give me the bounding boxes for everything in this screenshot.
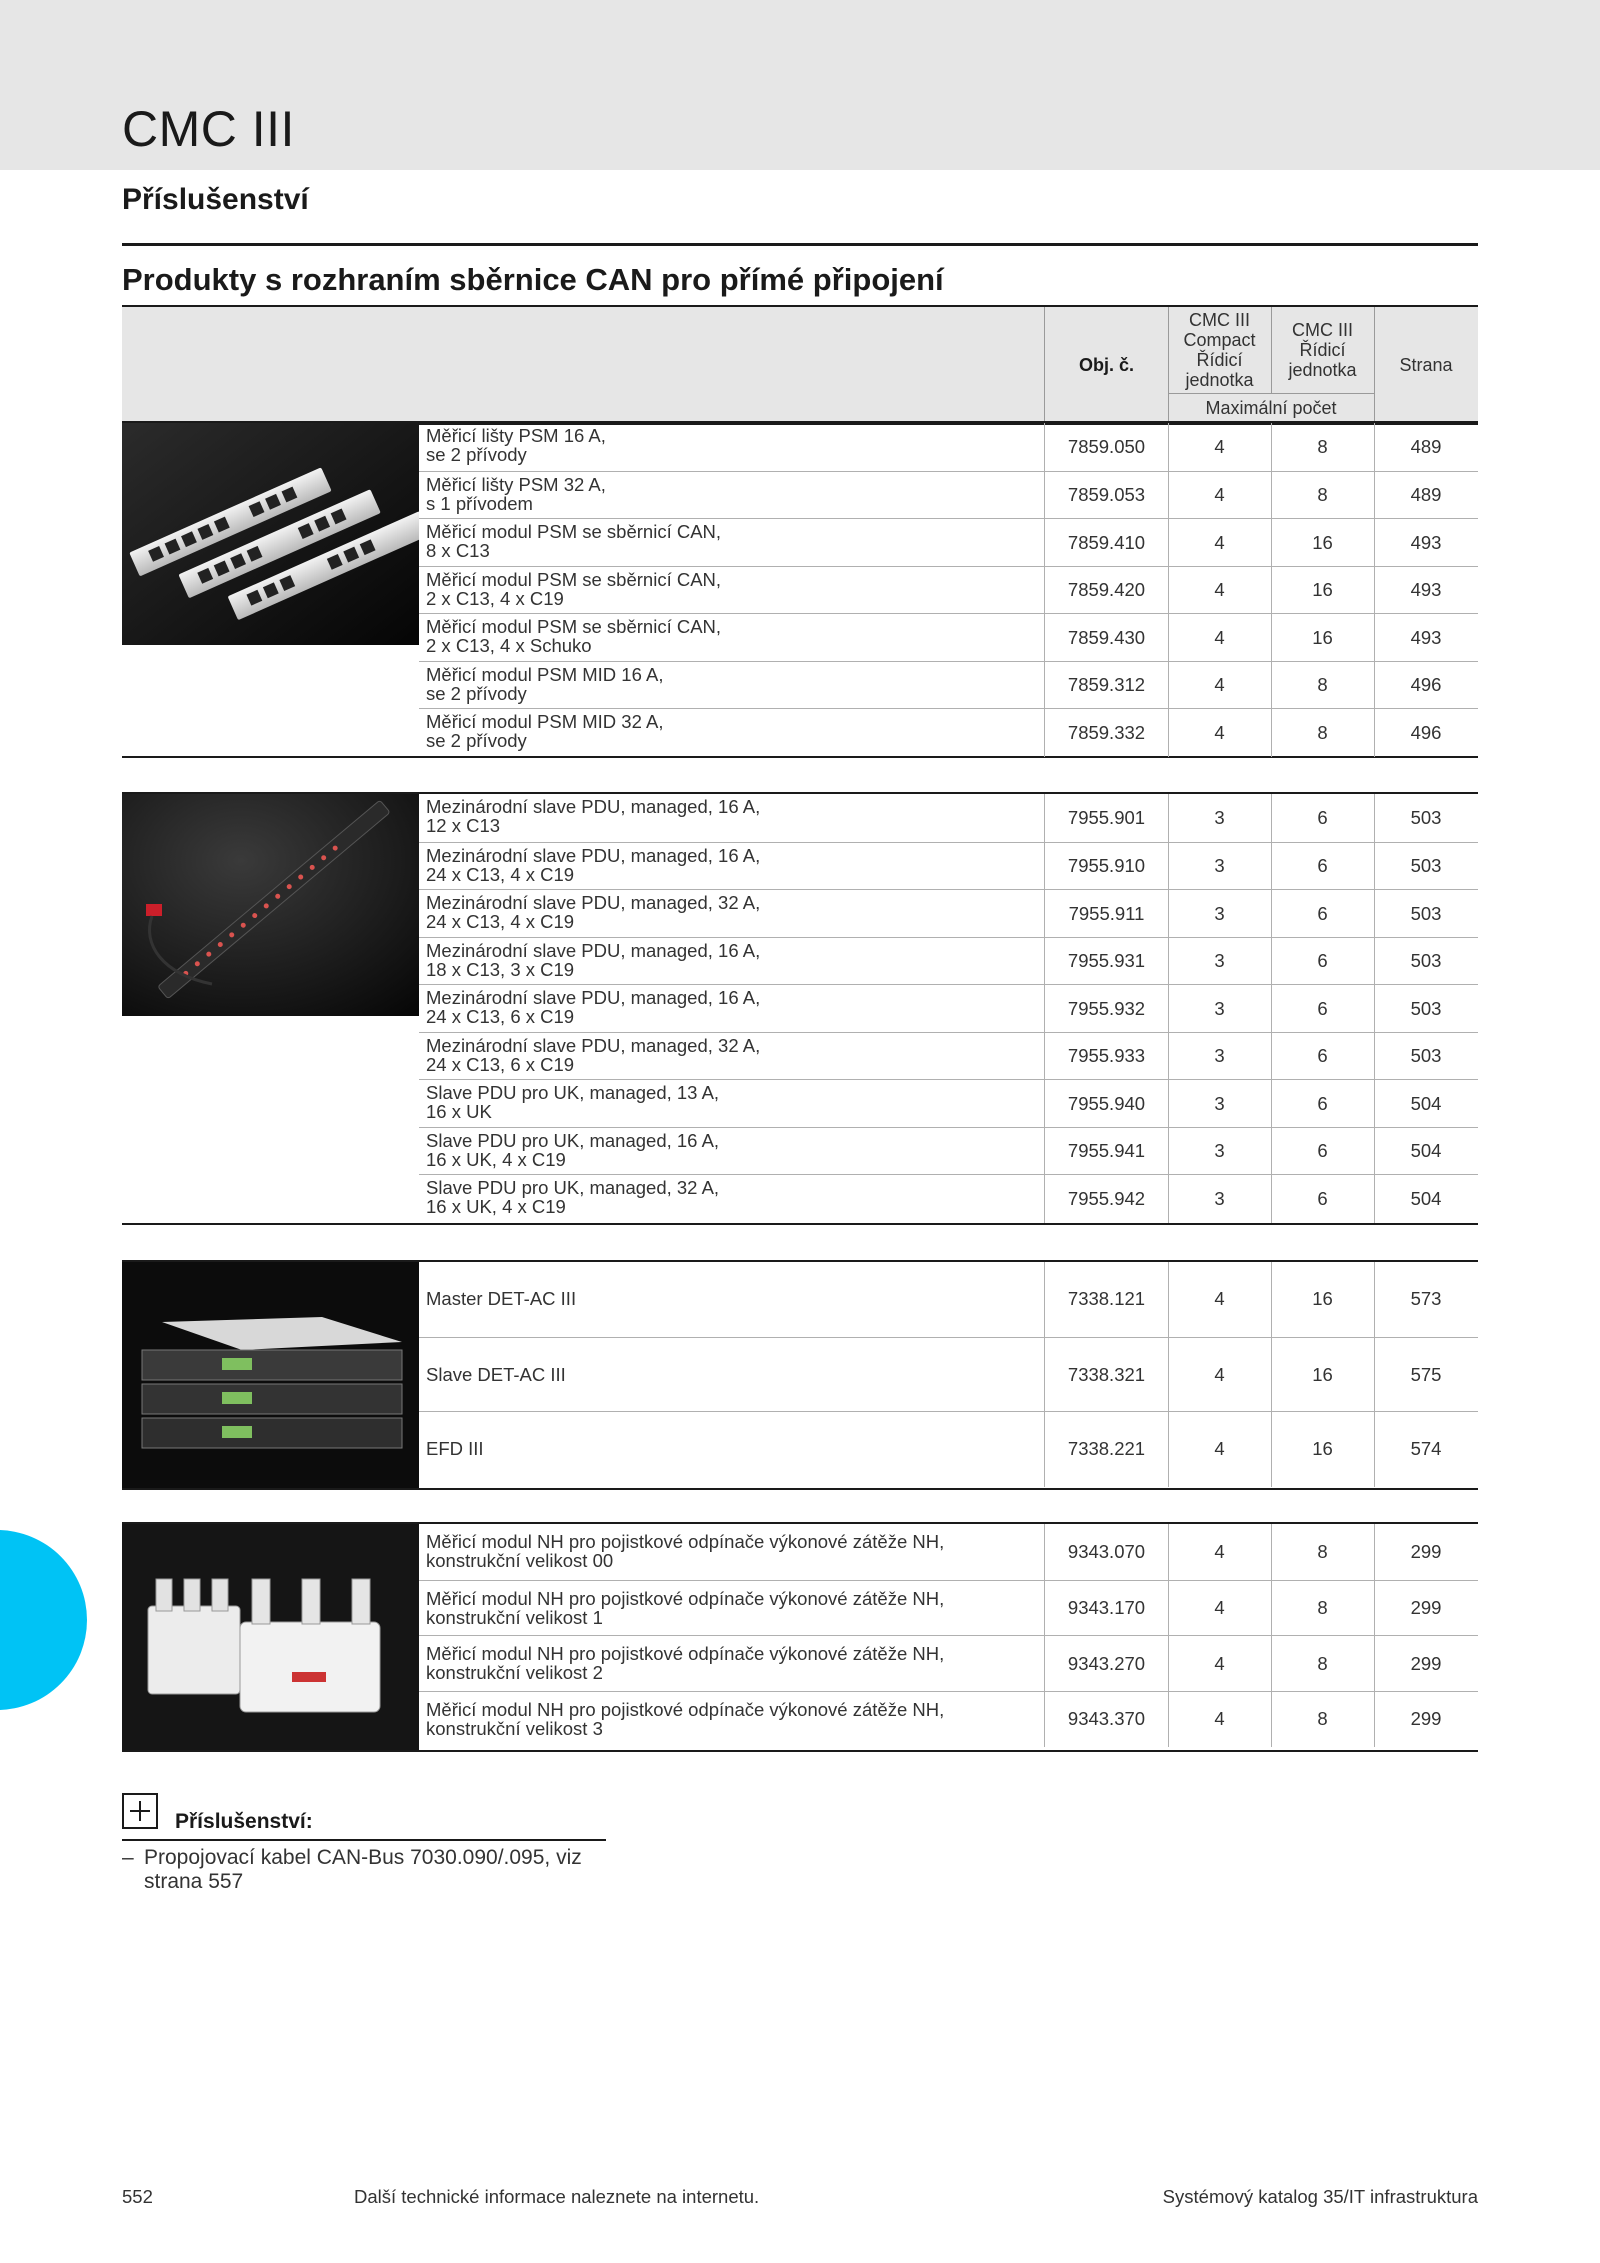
nh-measuring-module-photo: [122, 1524, 419, 1750]
cell-strana: 489: [1410, 484, 1442, 506]
cell-cmc: 6: [1317, 902, 1328, 924]
cell-compact: 3: [1214, 902, 1225, 924]
table-row: [419, 471, 1478, 520]
header-divider: [1271, 307, 1272, 393]
cell-compact: 4: [1214, 484, 1225, 506]
cell-cmc: 16: [1312, 1363, 1333, 1385]
cell-strana: 504: [1410, 1140, 1442, 1162]
cell-obj: 7859.312: [1067, 674, 1146, 696]
cell-obj: 7338.321: [1067, 1363, 1146, 1385]
product-group: [122, 421, 1478, 758]
cell-compact: 4: [1214, 721, 1225, 743]
table-row: [419, 518, 1478, 567]
table-row: [419, 937, 1478, 986]
cell-obj: 9343.170: [1067, 1597, 1146, 1619]
table-row: [419, 1127, 1478, 1176]
cell-cmc: 8: [1317, 1708, 1328, 1730]
cell-cmc: 6: [1317, 1092, 1328, 1114]
product-description: Měřicí modul NH pro pojistkové odpínače výkonové zátěže NH, konstrukční velikost 00: [426, 1531, 945, 1571]
product-description: Měřicí modul NH pro pojistkové odpínače výkonové zátěže NH, konstrukční velikost 2: [426, 1643, 945, 1683]
product-description: Měřicí modul PSM se sběrnicí CAN, 2 x C13, 4 x C19: [426, 568, 722, 609]
cell-strana: 573: [1410, 1288, 1442, 1310]
table-row: [419, 661, 1478, 710]
table-row: [419, 1691, 1478, 1748]
cell-obj: 9343.370: [1067, 1708, 1146, 1730]
slave-pdu-photo: [122, 794, 419, 1016]
table-row: [419, 1580, 1478, 1637]
product-description: Slave PDU pro UK, managed, 16 A, 16 x UK, 4 x C19: [426, 1129, 720, 1170]
cell-strana: 493: [1410, 579, 1442, 601]
header-divider: [1374, 307, 1375, 423]
cell-strana: 503: [1410, 1045, 1442, 1067]
page-title: CMC III: [122, 101, 295, 157]
cell-obj: 7859.053: [1067, 484, 1146, 506]
cell-strana: 496: [1410, 721, 1442, 743]
cell-compact: 4: [1214, 1288, 1225, 1310]
subtitle-rule: [122, 243, 1478, 246]
cell-cmc: 6: [1317, 950, 1328, 972]
product-description: EFD III: [426, 1438, 484, 1459]
header-cmc: CMC III Řídicí jednotka: [1288, 320, 1357, 380]
cell-obj: 7955.932: [1067, 997, 1146, 1019]
cell-compact: 4: [1214, 1597, 1225, 1619]
table-row: [419, 566, 1478, 615]
product-description: Mezinárodní slave PDU, managed, 16 A, 12 x C13: [426, 796, 761, 836]
cell-obj: 7955.933: [1067, 1045, 1146, 1067]
table-row: [419, 708, 1478, 757]
cell-cmc: 8: [1317, 721, 1328, 743]
cell-cmc: 16: [1312, 1438, 1333, 1460]
product-group: [122, 792, 1478, 1225]
page-number: 552: [122, 2186, 153, 2207]
footer-note: Další technické informace naleznete na internetu.: [354, 2186, 760, 2207]
cell-compact: 3: [1214, 950, 1225, 972]
cell-strana: 503: [1410, 997, 1442, 1019]
plus-icon: [122, 1793, 158, 1829]
table-row: [419, 1524, 1478, 1580]
table-row: [419, 1174, 1478, 1223]
cell-compact: 3: [1214, 1187, 1225, 1209]
header-compact: CMC III Compact Řídicí jednotka: [1183, 310, 1256, 390]
accessories-text: Propojovací kabel CAN-Bus 7030.090/.095, viz strana 557: [144, 1846, 582, 1893]
cell-obj: 7955.911: [1068, 902, 1145, 924]
cell-cmc: 6: [1317, 1187, 1328, 1209]
cell-obj: 7955.941: [1067, 1140, 1146, 1162]
cell-compact: 3: [1214, 806, 1225, 828]
product-description: Mezinárodní slave PDU, managed, 32 A, 24 x C13, 4 x C19: [426, 892, 761, 932]
cell-strana: 299: [1410, 1652, 1442, 1674]
table-row: [419, 1337, 1478, 1413]
product-description: Měřicí modul NH pro pojistkové odpínače výkonové zátěže NH, konstrukční velikost 1: [426, 1587, 945, 1628]
table-row: [419, 1032, 1478, 1081]
cell-compact: 4: [1214, 1652, 1225, 1674]
cell-strana: 496: [1410, 674, 1442, 696]
cell-compact: 3: [1214, 1092, 1225, 1114]
cell-obj: 7338.121: [1067, 1288, 1146, 1310]
cell-strana: 504: [1410, 1092, 1442, 1114]
product-description: Měřicí modul NH pro pojistkové odpínače výkonové zátěže NH, konstrukční velikost 3: [426, 1698, 945, 1739]
accessories-title: Příslušenství:: [175, 1810, 313, 1833]
product-description: Měřicí lišty PSM 16 A, se 2 přívody: [426, 425, 606, 465]
product-description: Mezinárodní slave PDU, managed, 32 A, 24 x C13, 6 x C19: [426, 1034, 761, 1075]
table-header: [122, 305, 1478, 425]
cell-compact: 4: [1214, 1363, 1225, 1385]
cell-obj: 7955.931: [1067, 950, 1146, 972]
cell-obj: 7859.050: [1067, 435, 1146, 457]
product-description: Měřicí modul PSM MID 16 A, se 2 přívody: [426, 663, 664, 704]
cell-strana: 299: [1410, 1540, 1442, 1562]
cell-compact: 3: [1214, 855, 1225, 877]
cell-strana: 503: [1410, 855, 1442, 877]
cell-cmc: 16: [1312, 579, 1333, 601]
cell-compact: 3: [1214, 997, 1225, 1019]
cell-cmc: 8: [1317, 1652, 1328, 1674]
product-description: Mezinárodní slave PDU, managed, 16 A, 24 x C13, 6 x C19: [426, 987, 761, 1027]
cell-cmc: 6: [1317, 855, 1328, 877]
header-divider: [1044, 307, 1045, 423]
section-title: Produkty s rozhraním sběrnice CAN pro přímé připojení: [122, 262, 944, 297]
cell-obj: 7955.942: [1067, 1187, 1146, 1209]
cell-cmc: 6: [1317, 1045, 1328, 1067]
cell-obj: 7859.430: [1067, 626, 1146, 648]
table-row: [419, 794, 1478, 842]
product-description: Měřicí modul PSM se sběrnicí CAN, 2 x C13, 4 x Schuko: [426, 616, 722, 656]
product-description: Mezinárodní slave PDU, managed, 16 A, 18 x C13, 3 x C19: [426, 939, 761, 980]
product-group: [122, 1522, 1478, 1752]
cell-strana: 504: [1410, 1187, 1442, 1209]
table-row: [419, 1635, 1478, 1692]
cell-strana: 503: [1410, 902, 1442, 924]
cell-compact: 4: [1214, 1540, 1225, 1562]
product-description: Mezinárodní slave PDU, managed, 16 A, 24 x C13, 4 x C19: [426, 844, 761, 885]
cell-strana: 299: [1410, 1708, 1442, 1730]
header-divider: [1168, 307, 1169, 423]
cell-compact: 4: [1214, 579, 1225, 601]
cell-strana: 574: [1410, 1438, 1442, 1460]
cell-obj: 7955.940: [1067, 1092, 1146, 1114]
cell-cmc: 8: [1317, 484, 1328, 506]
product-description: Slave DET-AC III: [426, 1363, 566, 1385]
cell-obj: 7859.410: [1067, 531, 1146, 553]
table-row: [419, 423, 1478, 471]
cell-cmc: 8: [1317, 435, 1328, 457]
product-description: Slave PDU pro UK, managed, 13 A, 16 x UK: [426, 1082, 720, 1122]
table-row: [419, 984, 1478, 1033]
cell-cmc: 6: [1317, 806, 1328, 828]
cell-compact: 3: [1214, 1045, 1225, 1067]
table-row: [419, 842, 1478, 891]
header-obj: Obj. č.: [1078, 355, 1134, 375]
table-row: [419, 613, 1478, 662]
product-description: Slave PDU pro UK, managed, 32 A, 16 x UK, 4 x C19: [426, 1177, 720, 1217]
header-max: Maximální počet: [1205, 398, 1337, 418]
cell-obj: 7955.910: [1067, 855, 1146, 877]
cell-strana: 503: [1410, 806, 1442, 828]
cell-obj: 7338.221: [1067, 1438, 1146, 1460]
cell-obj: 7859.332: [1067, 721, 1146, 743]
cell-compact: 4: [1214, 626, 1225, 648]
cell-compact: 4: [1214, 1438, 1225, 1460]
table-row: [419, 1411, 1478, 1487]
cell-strana: 493: [1410, 626, 1442, 648]
table-row: [419, 1079, 1478, 1128]
cell-obj: 9343.070: [1067, 1540, 1146, 1562]
cell-cmc: 8: [1317, 674, 1328, 696]
cell-strana: 503: [1410, 950, 1442, 972]
header-divider: [1168, 393, 1374, 394]
det-ac-units-photo: [122, 1262, 419, 1488]
accessories-rule: [122, 1839, 606, 1841]
product-group: [122, 1260, 1478, 1490]
cell-strana: 575: [1410, 1363, 1442, 1385]
cell-cmc: 16: [1312, 1288, 1333, 1310]
product-description: Měřicí modul PSM MID 32 A, se 2 přívody: [426, 711, 664, 751]
cell-strana: 489: [1410, 435, 1442, 457]
table-row: [419, 1262, 1478, 1337]
cell-compact: 3: [1214, 1140, 1225, 1162]
product-description: Měřicí lišty PSM 32 A, s 1 přívodem: [426, 473, 606, 514]
product-description: Měřicí modul PSM se sběrnicí CAN, 8 x C13: [426, 521, 722, 561]
cell-compact: 4: [1214, 674, 1225, 696]
cell-obj: 7955.901: [1067, 806, 1146, 828]
cell-cmc: 8: [1317, 1597, 1328, 1619]
cell-compact: 4: [1214, 435, 1225, 457]
cell-obj: 7859.420: [1067, 579, 1146, 601]
cell-cmc: 16: [1312, 531, 1333, 553]
accessories-dash: –: [122, 1846, 134, 1869]
footer-catalog: Systémový katalog 35/IT infrastruktura: [1162, 2186, 1478, 2207]
psm-power-strips-photo: [122, 423, 419, 645]
accent-circle: [0, 1530, 87, 1710]
header-strana: Strana: [1399, 355, 1453, 375]
cell-cmc: 8: [1317, 1540, 1328, 1562]
product-description: Master DET-AC III: [426, 1288, 577, 1309]
cell-cmc: 6: [1317, 1140, 1328, 1162]
table-row: [419, 889, 1478, 938]
cell-strana: 493: [1410, 531, 1442, 553]
cell-strana: 299: [1410, 1597, 1442, 1619]
cell-compact: 4: [1214, 1708, 1225, 1730]
cell-cmc: 6: [1317, 997, 1328, 1019]
page-subtitle: Příslušenství: [122, 183, 309, 216]
cell-cmc: 16: [1312, 626, 1333, 648]
cell-obj: 9343.270: [1067, 1652, 1146, 1674]
cell-compact: 4: [1214, 531, 1225, 553]
